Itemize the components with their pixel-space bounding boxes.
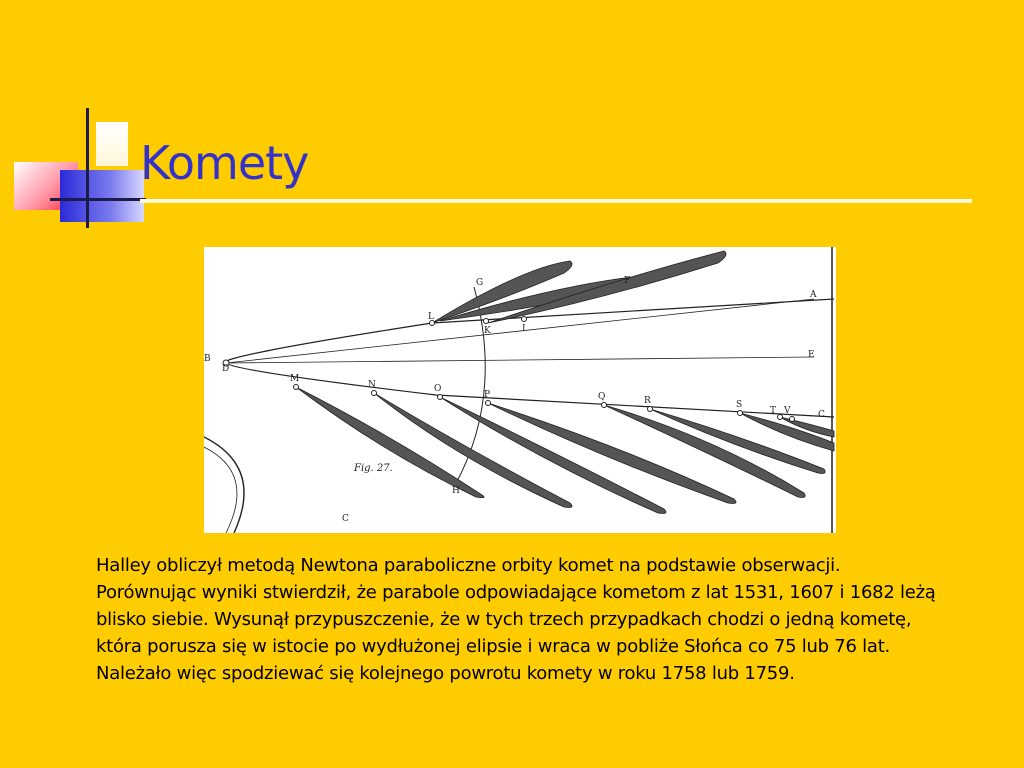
label-f: F [624,276,631,286]
decor-vertical-line [86,108,89,228]
label-s: S [736,400,743,410]
decor-white-square [96,122,128,166]
slide-title: Komety [140,136,309,190]
comet-orbit-figure [204,247,836,533]
label-v: V [784,406,791,416]
title-underline [140,199,972,203]
decor-blue-square [60,170,144,222]
comet-orbit-drawing [204,247,836,533]
slide-body-text: Halley obliczył metodą Newtona paraboliczne orbity komet na podstawie obserwacji. Porównując wyniki stwierdził, że parabole odpowiadające kometom z lat 1531, 1607 i 1682 leżą blisko siebie. Wysunął przypuszczenie, że w tych trzech przypadkach chodzi o jedną kometę, która porusza się w istocie po wydłużonej elipsie i wraca w pobliże Słońca co 75 lub 76 lat. Należało więc spodziewać się kolejnego powrotu komety w roku 1758 lub 1759. [96,555,936,684]
label-c: C [818,410,825,420]
label-k: K [484,326,491,336]
label-t: T [770,406,777,416]
label-m: M [290,374,300,384]
label-q: Q [598,392,606,402]
label-b: B [204,354,211,364]
label-i: I [522,324,526,334]
label-l: L [428,312,434,322]
label-r: R [644,396,651,406]
decor-horizontal-line [50,198,146,201]
label-p: P [484,390,491,400]
label-a: A [810,290,817,300]
label-n: N [368,380,376,390]
label-h: H [452,486,460,496]
figure-caption: Fig. 27. [354,463,393,474]
label-d: D [222,364,230,374]
label-c-lower: C [342,514,349,524]
label-g: G [476,278,484,288]
label-o: O [434,384,442,394]
label-e: E [808,350,815,360]
